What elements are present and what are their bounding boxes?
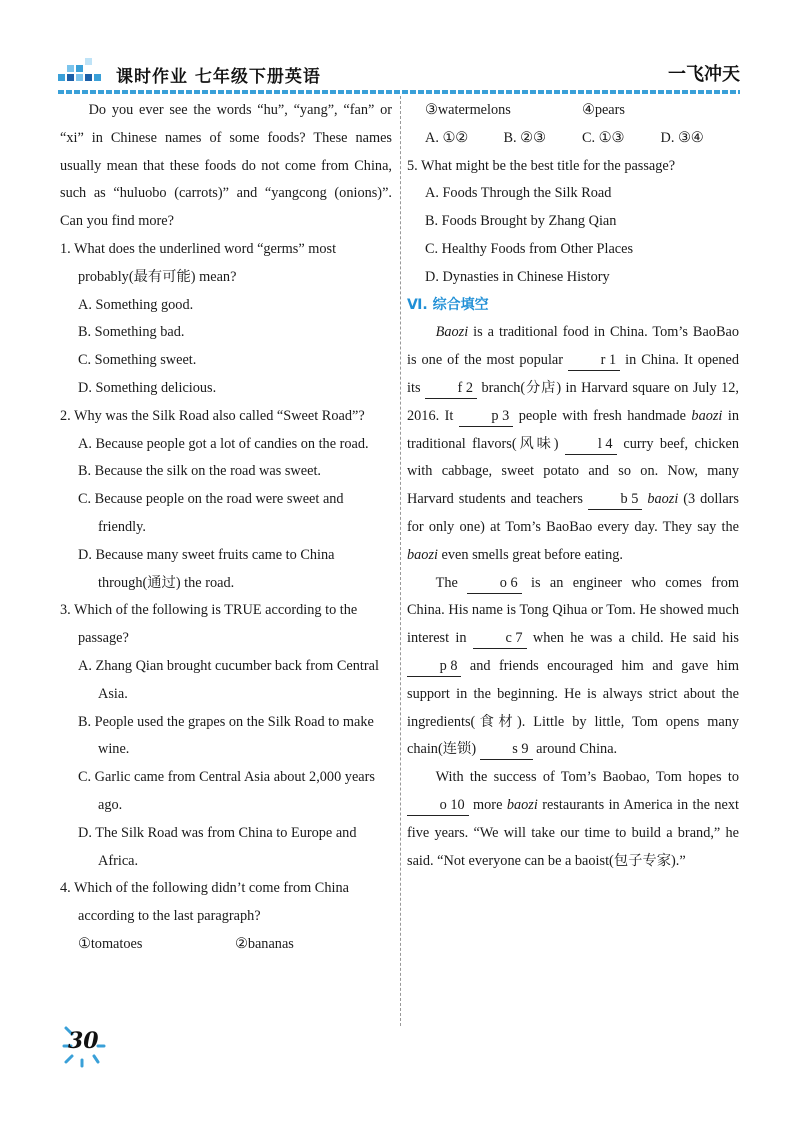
cloze-text: is an engineer who comes from China. His name is Tong Qihua or Tom. He showed much interest in: [407, 574, 739, 647]
q5-option-a: A. Foods Through the Silk Road: [425, 185, 612, 202]
cloze-text: is a traditional food in China. Tom’s BaoBao is one of the most popular: [407, 324, 739, 369]
baozi-word: baozi: [691, 407, 723, 424]
cloze-text: around China.: [532, 741, 618, 758]
blank-6[interactable]: o 6: [467, 573, 521, 594]
cloze-text: in traditional flavors(风味): [407, 407, 739, 452]
book-title: 课时作业 七年级下册英语: [116, 67, 321, 87]
blank-10[interactable]: o 10: [407, 795, 469, 816]
blank-9[interactable]: s 9: [480, 739, 533, 760]
q4-option-d: D. ③④: [660, 129, 704, 146]
right-column: [407, 97, 739, 875]
column-divider: [400, 96, 401, 1026]
header-rule: [58, 90, 740, 94]
left-column: [60, 97, 392, 959]
blank-5[interactable]: b 5: [588, 489, 642, 510]
q5-option-b: B. Foods Brought by Zhang Qian: [425, 213, 617, 230]
question-4: 4. Which of the following didn’t come from China according to the last paragraph?: [60, 880, 349, 925]
q4-item-4: ④pears: [582, 102, 625, 118]
q3-option-c: C. Garlic came from Central Asia about 2,000 years ago.: [78, 769, 375, 813]
cloze-text: With the success of Tom’s Baobao, Tom hopes to: [435, 769, 739, 786]
q3-option-a: A. Zhang Qian brought cucumber back from Central Asia.: [78, 657, 379, 702]
question-5: 5. What might be the best title for the passage?: [407, 157, 676, 174]
baozi-word: Baozi: [435, 324, 469, 341]
cloze-text: (3 dollars for only one) at Tom’s BaoBao every day. They say the: [407, 491, 739, 535]
q4-items-row-2: [407, 97, 739, 125]
cloze-text: restaurants in America in the next five years. “We will take our time to build a brand,” he said. “Not everyone can be a baoist(包子专家).”: [407, 796, 740, 869]
cloze-text: more: [468, 796, 507, 813]
q5-option-c: C. Healthy Foods from Other Places: [425, 240, 634, 257]
blank-1[interactable]: r 1: [568, 350, 620, 371]
blank-2[interactable]: f 2: [425, 378, 477, 399]
cloze-text: The: [435, 574, 468, 591]
brand-logo: 一飞冲天: [668, 64, 740, 85]
blank-3[interactable]: p 3: [459, 406, 513, 427]
question-3: 3. Which of the following is TRUE according to the passage?: [60, 602, 358, 647]
q4-option-a: A. ①②: [425, 129, 469, 146]
baozi-word: baozi: [407, 546, 438, 563]
cloze-paragraph-1: [407, 319, 739, 569]
q2-option-b: B. Because the silk on the road was sweet.: [78, 463, 321, 480]
page-number: 30: [68, 1028, 99, 1054]
cloze-paragraph-2: [407, 570, 739, 765]
page-header: [58, 58, 740, 90]
q5-option-d: D. Dynasties in Chinese History: [425, 268, 610, 285]
cloze-text: even smells great before eating.: [437, 546, 623, 563]
q4-option-b: B. ②③: [503, 129, 546, 146]
baozi-word: baozi: [647, 491, 679, 508]
q4-options: [407, 125, 739, 153]
question-2: 2. Why was the Silk Road also called “Sweet Road”?: [60, 407, 365, 424]
question-1: 1. What does the underlined word “germs” most probably(最有可能) mean?: [60, 240, 337, 285]
q2-option-a: A. Because people got a lot of candies on the road.: [78, 435, 369, 452]
blank-8[interactable]: p 8: [407, 656, 461, 677]
q4-option-c: C. ①③: [582, 129, 625, 146]
cloze-paragraph-3: [407, 764, 739, 875]
q1-option-a: A. Something good.: [78, 296, 194, 313]
q4-item-3: ③watermelons: [425, 102, 511, 118]
cloze-text: people with fresh handmade: [513, 407, 692, 424]
q2-option-c: C. Because people on the road were sweet and friendly.: [78, 491, 344, 535]
q3-option-b: B. People used the grapes on the Silk Road to make wine.: [78, 713, 374, 758]
q1-option-b: B. Something bad.: [78, 324, 185, 341]
section-title: Ⅵ. 综合填空: [407, 296, 489, 313]
cloze-text: branch(分店) in Harvard square on July 12, 2016. It: [407, 379, 739, 424]
q3-option-d: D. The Silk Road was from China to Europe and Africa.: [78, 824, 357, 869]
q1-option-c: C. Something sweet.: [78, 352, 197, 369]
cloze-text: curry beef, chicken with cabbage, sweet potato and so on. Now, many Harvard students and teachers: [407, 435, 739, 508]
intro-paragraph: Do you ever see the words “hu”, “yang”, “fan” or “xi” in Chinese names of some foods? These names usually mean that these foods do not come from China, such as “huluobo (carrots)” and “yangcong (onions)”. Can you find more?: [60, 102, 392, 230]
page-number-badge: [60, 1020, 110, 1070]
blank-7[interactable]: c 7: [473, 628, 527, 649]
q2-option-d: D. Because many sweet fruits came to China through(通过) the road.: [78, 546, 335, 591]
cloze-text: in China. It opened its: [407, 352, 739, 396]
blank-4[interactable]: l 4: [565, 434, 617, 455]
cloze-text: and friends encouraged him and gave him support in the beginning. He is always strict about the ingredients(食材). Little by little, Tom opens many chain(连锁): [407, 657, 739, 758]
q4-items-row-1: [60, 931, 392, 959]
q4-item-2: ②bananas: [235, 935, 294, 952]
cloze-text: when he was a child. He said his: [526, 630, 739, 647]
q4-item-1: ①tomatoes: [78, 935, 143, 952]
q1-option-d: D. Something delicious.: [78, 379, 217, 396]
decorative-squares-icon: [58, 58, 102, 88]
baozi-word: baozi: [506, 796, 538, 813]
